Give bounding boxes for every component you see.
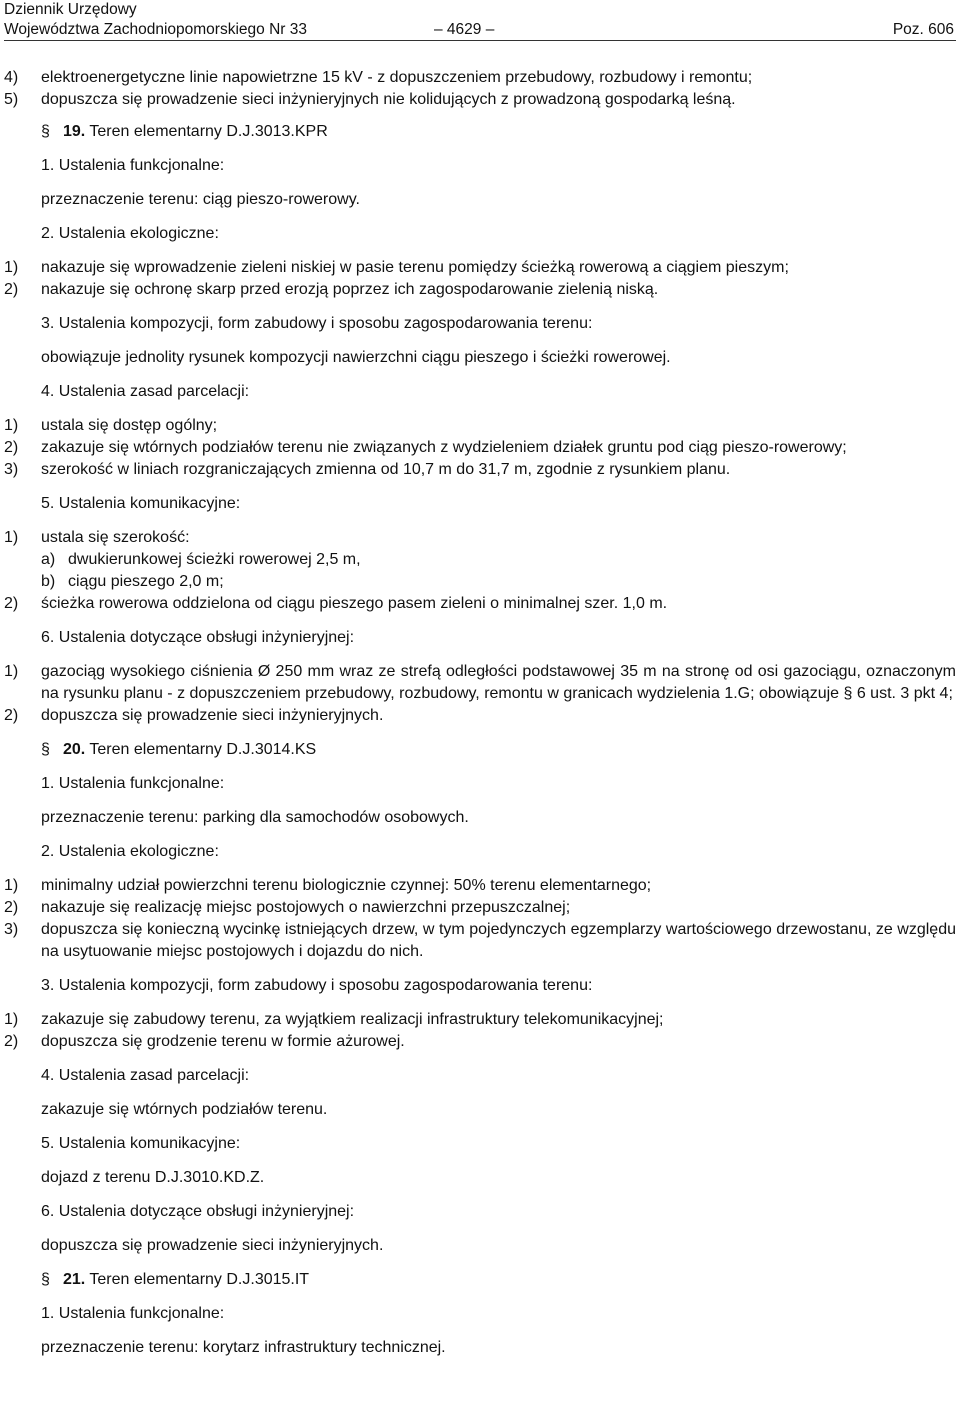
list-item: 2) dopuszcza się prowadzenie sieci inżynieryjnych.: [4, 707, 384, 724]
section-20-heading: § 20. Teren elementarny D.J.3014.KS: [41, 741, 317, 758]
subsection-heading: 4. Ustalenia zasad parcelacji:: [41, 383, 250, 400]
paragraph: przeznaczenie terenu: korytarz infrastruktury technicznej.: [41, 1339, 446, 1356]
subsection-heading: 1. Ustalenia funkcjonalne:: [41, 1305, 225, 1322]
position-number: Poz. 606: [892, 21, 954, 38]
list-item: 1) nakazuje się wprowadzenie zieleni niskiej w pasie terenu pomiędzy ścieżką rowerową a ciągiem pieszym;: [4, 259, 789, 276]
subsection-heading: 2. Ustalenia ekologiczne:: [41, 843, 219, 860]
paragraph: obowiązuje jednolity rysunek kompozycji nawierzchni ciągu pieszego i ścieżki rowerowej.: [41, 349, 671, 366]
list-item: 1) minimalny udział powierzchni terenu biologicznie czynnej: 50% terenu elementarnego;: [4, 877, 652, 894]
sub-list-item: b) ciągu pieszego 2,0 m;: [41, 573, 224, 590]
subsection-heading: 3. Ustalenia kompozycji, form zabudowy i sposobu zagospodarowania terenu:: [41, 977, 593, 994]
paragraph: zakazuje się wtórnych podziałów terenu.: [41, 1101, 328, 1118]
list-item: 5) dopuszcza się prowadzenie sieci inżynieryjnych nie kolidujących z prowadzoną gospodarką leśną.: [4, 91, 736, 108]
list-item: 2) zakazuje się wtórnych podziałów terenu nie związanych z wydzieleniem działek gruntu pod ciąg pieszo-rowerowy;: [4, 439, 847, 456]
subsection-heading: 5. Ustalenia komunikacyjne:: [41, 1135, 241, 1152]
section-19-heading: § 19. Teren elementarny D.J.3013.KPR: [41, 123, 328, 140]
list-item: 1) zakazuje się zabudowy terenu, za wyjątkiem realizacji infrastruktury telekomunikacyjnej;: [4, 1011, 664, 1028]
paragraph: przeznaczenie terenu: ciąg pieszo-rowerowy.: [41, 191, 360, 208]
list-item: 2) dopuszcza się grodzenie terenu w formie ażurowej.: [4, 1033, 405, 1050]
paragraph: dojazd z terenu D.J.3010.KD.Z.: [41, 1169, 265, 1186]
document-body: [0, 41, 960, 1359]
paragraph: dopuszcza się prowadzenie sieci inżynieryjnych.: [41, 1237, 384, 1254]
list-item: 3) dopuszcza się konieczną wycinkę istniejących drzew, w tym pojedynczych egzemplarzy wartościowego drzewostanu, ze względu na usytuowanie miejsc postojowych i dojazdu do nich.: [4, 921, 956, 960]
page-header: [4, 0, 956, 41]
subsection-heading: 1. Ustalenia funkcjonalne:: [41, 775, 225, 792]
subsection-heading: 5. Ustalenia komunikacyjne:: [41, 495, 241, 512]
list-item: 1) ustala się dostęp ogólny;: [4, 417, 218, 434]
journal-title: Dziennik Urzędowy: [4, 1, 137, 18]
journal-subtitle: Województwa Zachodniopomorskiego Nr 33: [4, 21, 307, 38]
subsection-heading: 6. Ustalenia dotyczące obsługi inżynieryjnej:: [41, 1203, 355, 1220]
list-item: 1) gazociąg wysokiego ciśnienia Ø 250 mm wraz ze strefą odległości podstawowej 35 m na stronę od osi gazociągu, oznaczonym na rysunku planu - z dopuszczeniem przebudowy, rozbudowy, remontu w granicach wydzielenia 1.G; obowiązuje § 6 ust. 3 pkt 4;: [4, 663, 956, 702]
page-number: – 4629 –: [434, 21, 495, 38]
subsection-heading: 6. Ustalenia dotyczące obsługi inżynieryjnej:: [41, 629, 355, 646]
list-item: 2) ścieżka rowerowa oddzielona od ciągu pieszego pasem zieleni o minimalnej szer. 1,0 m.: [4, 595, 668, 612]
section-21-heading: § 21. Teren elementarny D.J.3015.IT: [41, 1271, 310, 1288]
list-item: 2) nakazuje się realizację miejsc postojowych o nawierzchni przepuszczalnej;: [4, 899, 571, 916]
subsection-heading: 4. Ustalenia zasad parcelacji:: [41, 1067, 250, 1084]
subsection-heading: 2. Ustalenia ekologiczne:: [41, 225, 219, 242]
sub-list-item: a) dwukierunkowej ścieżki rowerowej 2,5 m,: [41, 551, 361, 568]
subsection-heading: 3. Ustalenia kompozycji, form zabudowy i sposobu zagospodarowania terenu:: [41, 315, 593, 332]
paragraph: przeznaczenie terenu: parking dla samochodów osobowych.: [41, 809, 469, 826]
list-item: 3) szerokość w liniach rozgraniczających zmienna od 10,7 m do 31,7 m, zgodnie z rysunkiem planu.: [4, 461, 731, 478]
list-item: 2) nakazuje się ochronę skarp przed erozją poprzez ich zagospodarowanie zielenią niską.: [4, 281, 659, 298]
list-item: 4) elektroenergetyczne linie napowietrzne 15 kV - z dopuszczeniem przebudowy, rozbudowy i remontu;: [4, 69, 753, 86]
list-item: 1) ustala się szerokość:: [4, 529, 190, 546]
subsection-heading: 1. Ustalenia funkcjonalne:: [41, 157, 225, 174]
